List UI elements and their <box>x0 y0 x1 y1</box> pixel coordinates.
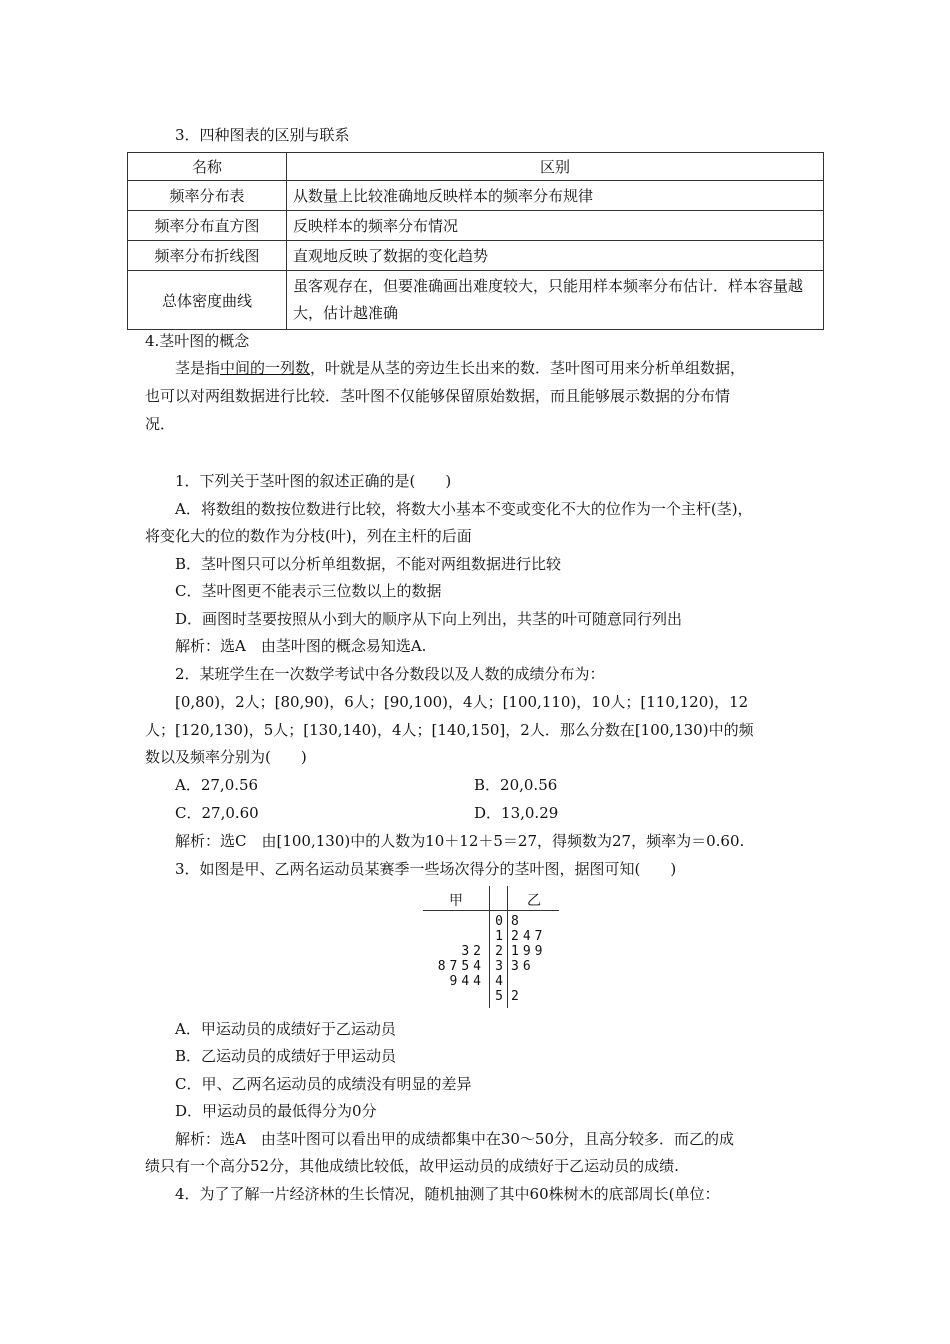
plot-header-jia: 甲 <box>449 893 463 909</box>
leaf-yi: 8 <box>511 914 523 929</box>
q2-option-c: C．27,0.60 <box>175 804 259 822</box>
table-row <box>128 271 824 330</box>
row-name: 总体密度曲线 <box>128 271 287 330</box>
q2-option-a: A．27,0.56 <box>175 776 259 794</box>
table-row <box>128 241 824 271</box>
section-3-heading: 3．四种图表的区别与联系 <box>175 126 350 144</box>
header-name: 名称 <box>128 153 287 181</box>
q2-data-line: [0,80)，2人；[80,90)，6人；[90,100)，4人；[100,110)，10人；[110,120)，12 <box>175 693 749 711</box>
q2-solution: 解析：选C 由[100,130)中的人数为10＋12＋5＝27，得频数为27，频率为＝0.60. <box>175 832 745 850</box>
q1-option-b: B．茎叶图只可以分析单组数据，不能对两组数据进行比较 <box>175 555 562 573</box>
q3-stem: 3．如图是甲、乙两名运动员某赛季一些场次得分的茎叶图，据图可知( ) <box>175 860 677 878</box>
leaf-yi: 2 <box>511 989 523 1004</box>
q1-option-a-cont: 将变化大的位的数作为分枝(叶)，列在主杆的后面 <box>145 527 472 545</box>
row-desc: 从数量上比较准确地反映样本的频率分布规律 <box>287 181 824 211</box>
row-desc: 反映样本的频率分布情况 <box>287 211 824 241</box>
stem-value: 1 <box>495 929 503 944</box>
q3-option-c: C．甲、乙两名运动员的成绩没有明显的差异 <box>175 1075 472 1093</box>
table-row <box>128 211 824 241</box>
leaf-yi: 199 <box>511 944 547 959</box>
stem-value: 0 <box>495 914 503 929</box>
stem-divider-right <box>507 886 508 1008</box>
leaf-yi: 36 <box>511 959 535 974</box>
stem-value: 2 <box>495 944 503 959</box>
leaf-jia: 944 <box>449 974 485 989</box>
q2-data-line: 人；[120,130)，5人；[130,140)，4人；[140,150]，2人．那么分数在[100,130)中的频 <box>145 721 754 739</box>
q2-option-b: B．20,0.56 <box>474 776 558 794</box>
plot-header-yi: 乙 <box>527 893 541 909</box>
stem-value: 3 <box>495 959 503 974</box>
q1-option-d: D．画图时茎要按照从小到大的顺序从下向上列出，共茎的叶可随意同行列出 <box>175 610 683 628</box>
row-name: 频率分布表 <box>128 181 287 211</box>
stem-leaf-plot <box>423 886 563 1008</box>
section-4-heading: 4.茎叶图的概念 <box>145 332 250 350</box>
table-header-row <box>128 153 824 181</box>
q2-option-d: D．13,0.29 <box>474 804 559 822</box>
q1-option-a: A．将数组的数按位数进行比较，将数大小基本不变或变化不大的位作为一个主杆(茎)， <box>175 500 753 518</box>
row-desc: 直观地反映了数据的变化趋势 <box>287 241 824 271</box>
underlined-term: 中间的一列数 <box>220 359 311 377</box>
q3-solution-cont: 绩只有一个高分52分，其他成绩比较低，故甲运动员的成绩好于乙运动员的成绩. <box>145 1157 679 1175</box>
leaf-jia: 8754 <box>437 959 485 974</box>
q1-stem: 1．下列关于茎叶图的叙述正确的是( ) <box>175 472 452 490</box>
stem-divider-left <box>489 886 490 1008</box>
section-4-para-line: 况． <box>145 415 176 433</box>
q2-data-line: 数以及频率分别为( ) <box>145 748 307 766</box>
q1-option-c: C．茎叶图更不能表示三位数以上的数据 <box>175 582 442 600</box>
section-4-para-line: 也可以对两组数据进行比较．茎叶图不仅能够保留原始数据，而且能够展示数据的分布情 <box>145 387 731 405</box>
section-4-para-line: 茎是指中间的一列数，叶就是从茎的旁边生长出来的数．茎叶图可用来分析单组数据， <box>175 359 746 377</box>
leaf-jia: 32 <box>461 944 485 959</box>
q3-option-a: A．甲运动员的成绩好于乙运动员 <box>175 1020 396 1038</box>
q4-stem: 4．为了了解一片经济林的生长情况，随机抽测了其中60株树木的底部周长(单位： <box>175 1185 720 1203</box>
table-row <box>128 181 824 211</box>
header-divider <box>423 910 559 911</box>
row-name: 频率分布折线图 <box>128 241 287 271</box>
stem-value: 4 <box>495 974 503 989</box>
header-diff: 区别 <box>287 153 824 181</box>
q3-solution: 解析：选A 由茎叶图可以看出甲的成绩都集中在30～50分，且高分较多．而乙的成 <box>175 1130 735 1148</box>
row-desc: 虽客观存在，但要准确画出难度较大，只能用样本频率分布估计．样本容量越大，估计越准确 <box>287 271 824 330</box>
q3-option-b: B．乙运动员的成绩好于甲运动员 <box>175 1047 397 1065</box>
row-name: 频率分布直方图 <box>128 211 287 241</box>
stem-value: 5 <box>495 989 503 1004</box>
q3-option-d: D．甲运动员的最低得分为0分 <box>175 1102 377 1120</box>
q2-stem: 2．某班学生在一次数学考试中各分数段以及人数的成绩分布为： <box>175 665 605 683</box>
q1-solution: 解析：选A 由茎叶图的概念易知选A. <box>175 637 427 655</box>
leaf-yi: 247 <box>511 929 547 944</box>
chart-comparison-table <box>127 152 824 330</box>
